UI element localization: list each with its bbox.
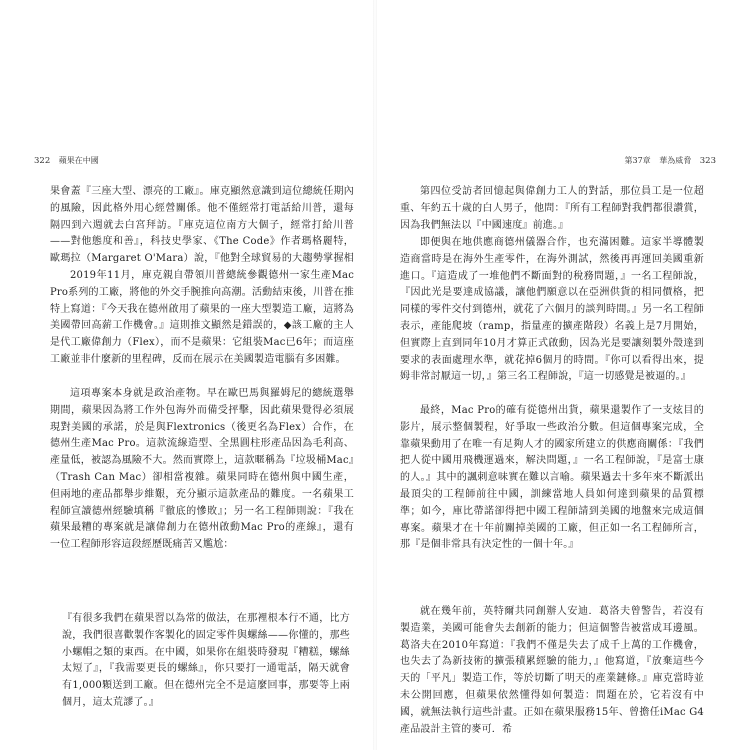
left-running-title: 蘋果在中國 xyxy=(58,156,99,165)
body-paragraph: 2019年11月，庫克親自帶領川普總統參觀德州一家生產Mac Pro系列的工廠，將他的外交手腕推向高潮。活動結束後，川普在推特上寫道：『今天我在德州啟用了蘋果的一座大型製造工廠，這將為美國帶回高薪工作機會。』這則推文顯然是錯誤的，◆該工廠的主人是代工廠偉創力（Flex），而不是蘋果：它組裝Mac已6年；而這座工廠並非什麼新的里程碑，反而在展示在美國製造電腦有多困難。 xyxy=(50,270,354,365)
left-page-number: 322 xyxy=(34,156,51,166)
right-running-title: 華為威脅 xyxy=(659,156,692,165)
right-running-header xyxy=(624,155,716,166)
book-gutter xyxy=(373,0,377,750)
right-page-number: 323 xyxy=(699,156,716,166)
body-paragraph: 第四位受訪者回憶起與偉創力工人的對話，那位員工是一位超重、年約五十歲的白人男子，他問：『所有工程師對我們都很讚賞，因為我們無法以『中國速度』前進。』 xyxy=(400,186,704,231)
body-paragraph: 就在幾年前，英特爾共同創辦人安迪．葛洛夫曾警告，若沒有製造業，美國可能會失去創新的能力；但這個警告被當成耳邊風。葛洛夫在2010年寫道：『我們不僅是失去了成千上萬的工作機會，也失去了為新技術的擴張積累經驗的能力，』他寫道，『放棄這些今天的「平凡」製造工作，等於切斷了明天的產業鏈條。』庫克當時並未公開回應，但蘋果依然懂得如何製造：問題在於，它若沒有中國，就無法執行這些計畫。正如在蘋果服務15年、曾擔任iMac G4產品設計主管的麥可．希 xyxy=(400,606,704,735)
right-page-body xyxy=(400,184,704,738)
body-paragraph: 最終，Mac Pro的確有從德州出貨，蘋果還製作了一支炫目的影片，展示整個製程，好爭取一些政治分數。但這個專案完成，全靠蘋果動用了在唯一有足夠人才的國家所建立的供應商關係：『我們把人從中國用飛機運過來，解決問題，』一名工程師說，『是富士康的人。』其中的諷刺意味實在難以言喻。蘋果過去十多年來不斷派出最頂尖的工程師前往中國，訓練當地人員如何達到蘋果的品質標準；如今，庫比帶諾卻得把中國工程師請到美國的地盤來完成這個專案。蘋果才在十年前關掉美國的工廠，但正如一名工程師所言，那『是個非常具有決定性的一個十年。』 xyxy=(400,405,704,551)
left-running-header xyxy=(34,155,99,166)
body-paragraph: 果會蓋『三座大型、漂亮的工廠』。庫克顯然意識到這位總統任期內的風險，因此格外用心經營關係。他不僅經常打電話給川普，還每隔四到六週就去白宮拜訪。『庫克這位南方大個子，經常打給川普——對他態度和善』，科技史學家、《The Code》作者瑪格麗特，歐瑪拉（Margaret O'Mara）說，『他對全球貿易的大趨勢掌握相 xyxy=(50,186,354,265)
block-quote: 『有很多我們在蘋果習以為常的做法，在那裡根本行不通，比方說，我們很喜歡製作客製化的固定零件與螺絲——你懂的，那些小螺帽之類的東西。在中國，如果你在組裝時發現『糟糕，螺絲太短了』，『我需要更長的螺絲』，你只要打一通電話，隔天就會有1,000顆送到工廠。但在德州完全不是這麼回事，那要等上兩個月，這太荒謬了。』 xyxy=(62,613,350,708)
right-chapter-label: 第37章 xyxy=(624,156,651,165)
left-page-body xyxy=(50,184,354,713)
body-paragraph: 即便與在地供應商德州儀器合作，也充滿困難。這家半導體製造商當時是在海外生產零件，在海外測試，然後再再運回美國重新進口。『這造成了一堆他們不斷面對的稅務問題，』一名工程師說，『因此光是要達成協議，讓他們願意以在亞洲供貨的相同價格，把同樣的零件交付到德州，就花了六個月的談判時間。』另一名工程師表示，產能爬坡（ramp，指量產的擴產階段）名義上是7月開始，但實際上直到同年10月才算正式啟動，因為光是要讓刻製外殼達到要求的表面處理水準，就花掉6個月的時間。『你可以看得出來，提姆非常討厭這一切，』第三名工程師說，『這一切感覺是被逼的。』 xyxy=(400,237,704,383)
body-paragraph: 這項專案本身就是政治產物。早在歐巴馬與羅姆尼的總統選舉期間，蘋果因為將工作外包海外而備受抨擊，因此蘋果覺得必須展現對美國的承諾，於是與Flextronics（後更名為Flex）合作，在德州生產Mac Pro。這款流線造型、全黑圓柱形產品因為毛利高、產量低，被認為風險不大。然而實際上，這款暱稱為『垃圾桶Mac』（Trash Can Mac）卻相當複雜。蘋果同時在德州與中國生產，但兩地的產品都舉步維艱，充分顯示這款產品的難度。一名蘋果工程師宣讀德州經驗填稱『徹底的慘敗』；另一名工程師則說：『我在蘋果最糟的專案就是讓偉創力在德州啟動Mac Pro的產線』，還有一位工程師形容這段經歷既痛苦又尷尬： xyxy=(50,388,354,551)
